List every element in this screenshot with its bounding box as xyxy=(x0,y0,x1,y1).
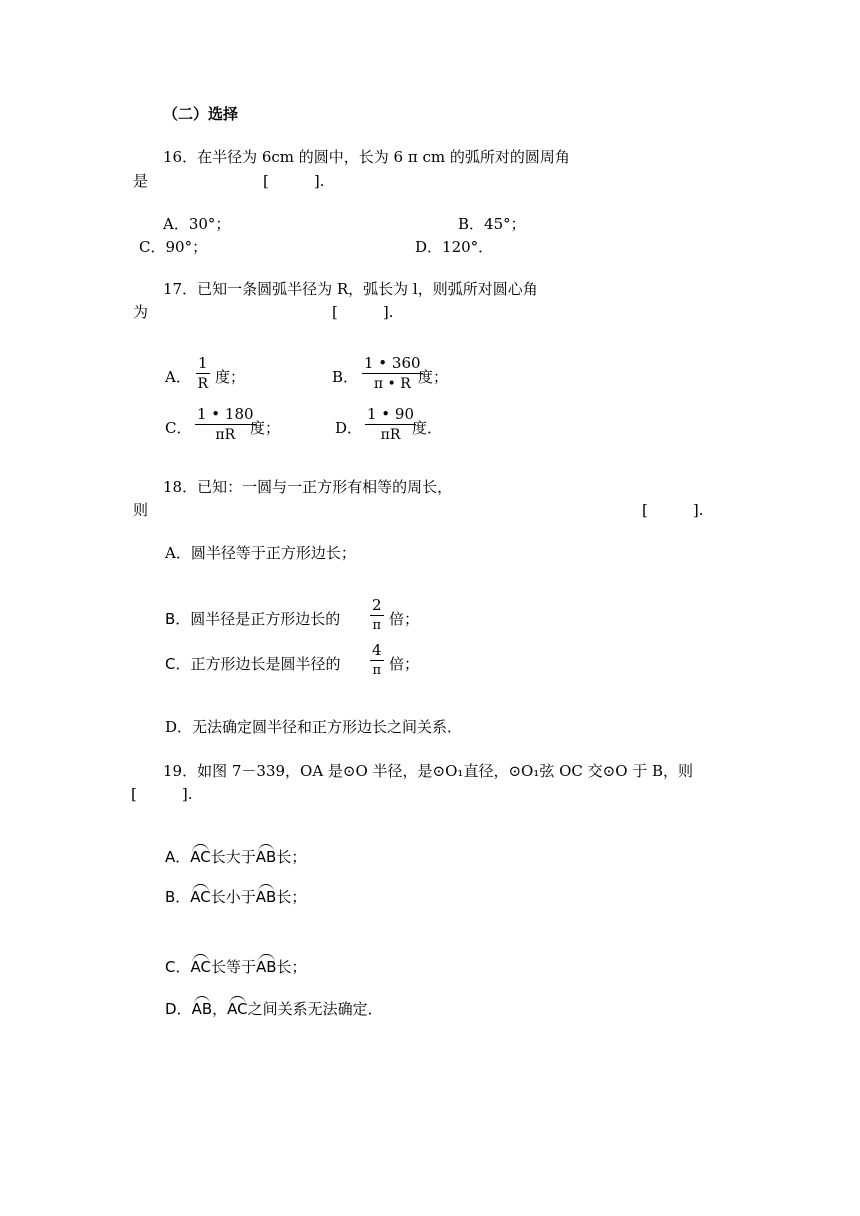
q19-option-b xyxy=(165,890,306,905)
q19-option-c xyxy=(165,960,307,975)
q16-option-a: A．30°； xyxy=(163,215,231,233)
option-text: 长大于 xyxy=(210,848,256,866)
q17-option-b-label: B． xyxy=(332,368,359,386)
q16-stem-cont: 是 xyxy=(133,172,149,190)
fraction-numerator: 1 • 180 xyxy=(197,405,254,423)
option-suffix: 长； xyxy=(276,888,307,906)
q17-option-c-fraction xyxy=(195,407,256,442)
q16-stem: 16．在半径为 6cm 的圆中，长为 6 π cm 的弧所对的圆周角 xyxy=(163,148,570,166)
q18-option-b-text: B．圆半径是正方形边长的 xyxy=(165,610,341,628)
q18-stem-cont: 则 xyxy=(133,501,149,519)
fraction-numerator: 2 xyxy=(372,596,382,614)
q17-option-a-unit: 度； xyxy=(215,368,246,386)
section-title: （二）选择 xyxy=(163,105,239,123)
fraction-denominator: πR xyxy=(380,427,401,443)
q17-option-c-label: C． xyxy=(165,419,192,437)
arc-symbol: AC xyxy=(190,888,211,906)
q17-option-b-unit: 度； xyxy=(418,368,449,386)
q18-option-c-text: C．正方形边长是圆半径的 xyxy=(165,655,341,673)
option-text: 长小于 xyxy=(210,888,256,906)
option-text: 长等于 xyxy=(210,958,256,976)
q17-option-a-fraction xyxy=(196,356,210,391)
q17-option-b-fraction xyxy=(362,356,423,391)
fraction-numerator: 1 • 90 xyxy=(367,405,415,423)
option-label: C． xyxy=(165,958,191,976)
fraction-denominator: π • R xyxy=(373,376,411,392)
q16-option-c: C．90°； xyxy=(139,238,208,256)
q17-stem-cont: 为 xyxy=(133,303,149,321)
arc-symbol: AC xyxy=(190,958,211,976)
q18-option-b-fraction xyxy=(370,598,384,632)
q19-option-a xyxy=(165,850,306,865)
q16-option-b: B．45°； xyxy=(458,215,526,233)
q19-answer-bracket: [ ]. xyxy=(131,785,193,803)
q18-option-a: A．圆半径等于正方形边长； xyxy=(165,544,356,562)
option-suffix: 长； xyxy=(276,958,307,976)
arc-symbol: AC xyxy=(190,848,211,866)
q17-option-d-unit: 度． xyxy=(412,419,443,437)
arc-symbol: AB xyxy=(255,848,277,866)
option-label: B． xyxy=(165,888,191,906)
fraction-denominator: π xyxy=(372,663,382,678)
q17-option-d-fraction xyxy=(365,407,416,442)
fraction-numerator: 1 • 360 xyxy=(364,354,421,372)
fraction-numerator: 4 xyxy=(372,641,382,659)
option-label: D． xyxy=(165,1000,192,1018)
option-label: A． xyxy=(165,848,191,866)
q17-option-d-label: D． xyxy=(335,419,363,437)
q18-stem: 18．已知：一圆与一正方形有相等的周长， xyxy=(163,478,453,496)
q16-answer-bracket: [ ]. xyxy=(263,172,325,190)
q18-option-c-suffix: 倍； xyxy=(389,655,420,673)
fraction-denominator: πR xyxy=(215,427,236,443)
q19-option-d xyxy=(165,1002,383,1017)
option-suffix: 长； xyxy=(276,848,307,866)
arc-symbol: AC xyxy=(227,1000,248,1018)
q17-stem: 17．已知一条圆弧半径为 R，弧长为 l，则弧所对圆心角 xyxy=(163,280,538,298)
option-suffix: 之间关系无法确定． xyxy=(247,1000,383,1018)
q18-option-b-suffix: 倍； xyxy=(389,610,420,628)
q18-option-d: D．无法确定圆半径和正方形边长之间关系． xyxy=(165,718,463,736)
fraction-denominator: R xyxy=(197,376,209,392)
fraction-numerator: 1 xyxy=(198,354,208,372)
option-separator: ， xyxy=(212,1000,228,1018)
q17-option-c-unit: 度； xyxy=(250,419,281,437)
q18-answer-bracket: [ ]. xyxy=(642,501,704,519)
q17-answer-bracket: [ ]. xyxy=(332,303,394,321)
arc-symbol: AB xyxy=(255,958,277,976)
q19-stem: 19．如图 7－339，OA 是⊙O 半径，是⊙O₁直径，⊙O₁弦 OC 交⊙O 于 B，则 xyxy=(163,762,694,780)
arc-symbol: AB xyxy=(191,1000,213,1018)
arc-symbol: AB xyxy=(255,888,277,906)
q17-option-a-label: A． xyxy=(165,368,191,386)
q18-option-c-fraction xyxy=(370,643,384,677)
fraction-denominator: π xyxy=(372,618,382,633)
q16-option-d: D．120°． xyxy=(415,238,494,256)
